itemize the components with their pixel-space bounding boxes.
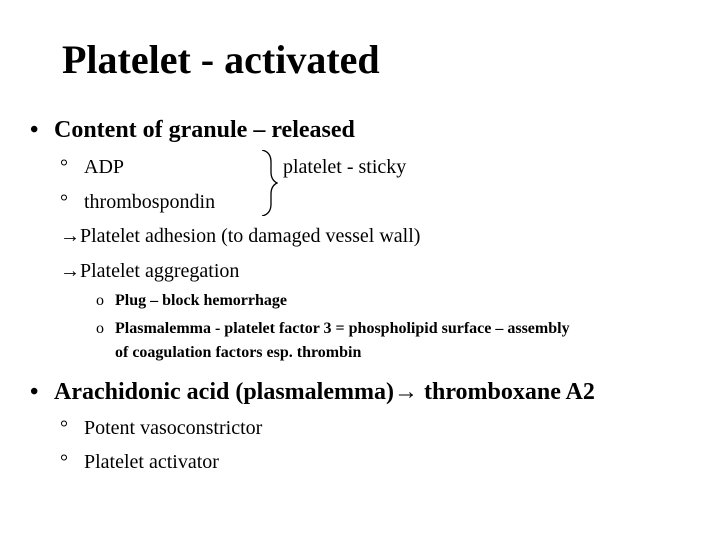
arrow-text: Platelet adhesion (to damaged vessel wall) [80,225,421,247]
subitem-marker: ° [60,451,68,473]
detail-marker: o [96,292,104,309]
bullet-1 [30,118,355,142]
arrow-item-adhesion [60,226,420,246]
bullet-marker: • [30,379,39,405]
arrow-icon: → [60,260,80,282]
subitem-marker: ° [60,191,68,213]
bullet-text: Arachidonic acid (plasmalemma)→ thromboxane A2 [54,379,595,405]
arrow-text: Platelet aggregation [80,260,240,282]
subitem-text: Platelet activator [84,451,219,473]
subitem-text: thrombospondin [84,191,216,213]
subitem-thrombospondin [60,192,215,212]
slide-title: Platelet - activated [62,37,380,82]
detail-text: Plasmalemma - platelet factor 3 = phospholipid surface – assembly [115,320,570,337]
curly-brace-icon [258,150,278,216]
arrow-item-aggregation [60,261,239,281]
subitem-adp [60,157,124,177]
detail-plug [96,293,287,309]
subitem-text: Potent vasoconstrictor [84,417,263,439]
subitem-marker: ° [60,156,68,178]
subitem-text: ADP [84,156,125,178]
detail-plasmalemma-continuation: of coagulation factors esp. thrombin [115,344,362,361]
subitem-marker: ° [60,417,68,439]
subitem-activator [60,452,219,472]
subitem-vasoconstrictor [60,418,262,438]
bullet-2 [30,380,595,404]
detail-marker: o [96,320,104,337]
detail-plasmalemma [96,321,570,337]
bullet-text: Content of granule – released [54,117,355,143]
bullet-marker: • [30,117,39,143]
detail-text: Plug – block hemorrhage [115,292,287,309]
brace-label: platelet - sticky [283,156,407,178]
arrow-icon: → [60,225,80,247]
